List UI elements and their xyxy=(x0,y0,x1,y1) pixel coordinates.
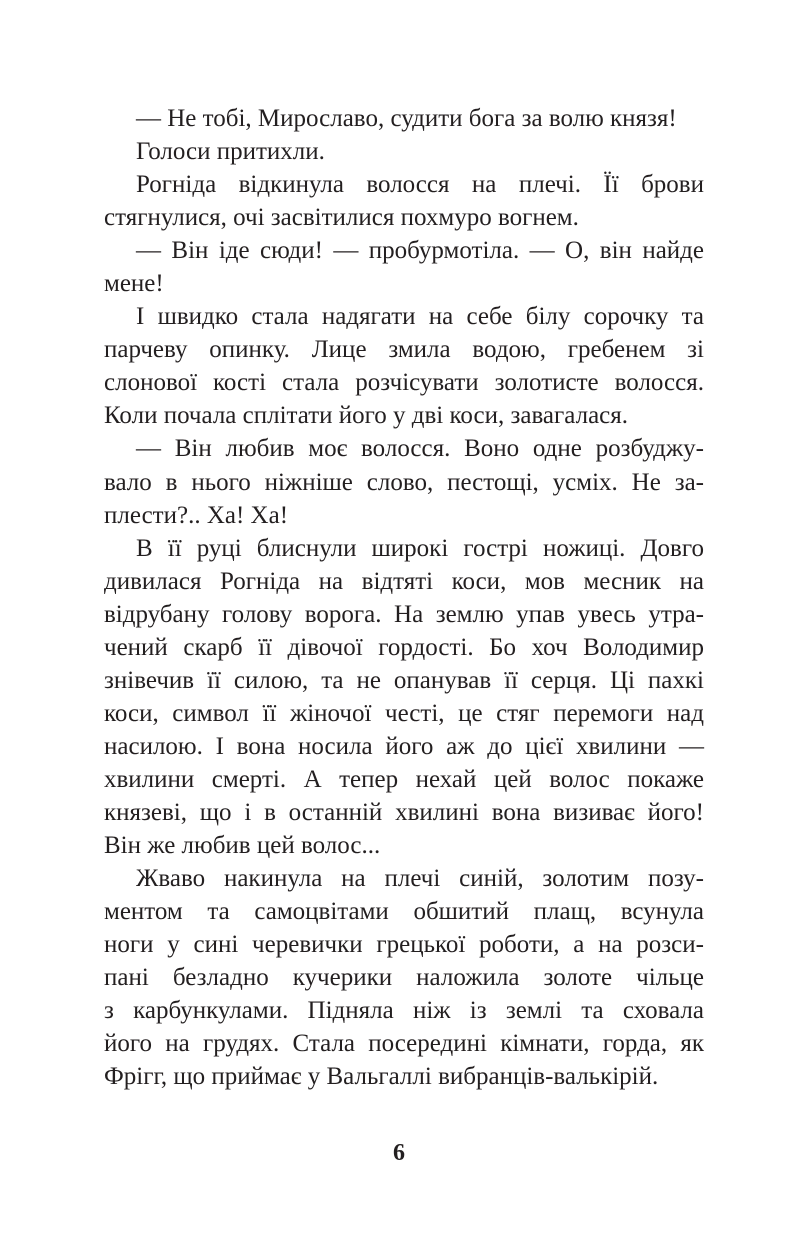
text-line: В її руці блиснули широкі гострі ножиці. Довго xyxy=(136,534,704,562)
text-line: з карбункулами. Підняла ніж із землі та сховала xyxy=(104,997,704,1025)
text-line: Він же любив цей волос... xyxy=(104,832,381,860)
text-line: ноги у сині черевички грецької роботи, а на розси- xyxy=(104,931,704,959)
text-line: вало в нього ніжніше слово, пестощі, усміх. Не за- xyxy=(104,468,704,496)
text-line: — Він любив моє волосся. Воно одне розбуджу- xyxy=(136,435,704,463)
text-line: чений скарб її дівочої гордості. Бо хоч Володимир xyxy=(104,633,704,661)
text-line: дивилася Рогніда на відтяті коси, мов месник на xyxy=(104,567,704,595)
text-line: знівечив її силою, та не опанував її серця. Ці пахкі xyxy=(104,666,704,694)
text-line: Жваво накинула на плечі синій, золотим позу- xyxy=(136,865,704,893)
text-line: слонової кості стала розчісувати золотисте волосся. xyxy=(104,369,704,397)
text-line: відрубану голову ворога. На землю упав увесь утра- xyxy=(104,600,704,628)
paragraph xyxy=(104,862,704,1093)
paragraph xyxy=(104,432,704,531)
text-line: — Не тобі, Мирославо, судити бога за волю князя! xyxy=(136,105,677,132)
text-line: князеві, що і в останній хвилині вона визиває його! xyxy=(104,798,704,826)
paragraph xyxy=(104,532,704,862)
text-line: його на грудях. Стала посередині кімнати, горда, як xyxy=(104,1030,704,1058)
body-text xyxy=(104,102,704,1093)
text-line: пані безладно кучерики наложила золоте чільце xyxy=(104,964,704,992)
text-line: плести?.. Ха! Ха! xyxy=(104,501,289,529)
text-line: мене! xyxy=(104,270,164,298)
text-line: хвилини смерті. А тепер нехай цей волос покаже xyxy=(104,765,704,793)
text-line: ментом та самоцвітами обшитий плащ, всунула xyxy=(104,898,704,926)
text-line: парчеву опинку. Лице змила водою, гребенем зі xyxy=(104,336,704,364)
text-line: Фрігг, що приймає у Вальгаллі вибранців-валькірій. xyxy=(104,1063,659,1091)
paragraph xyxy=(104,300,704,432)
page-number: 6 xyxy=(393,1140,405,1166)
paragraph xyxy=(104,135,704,168)
text-line: Коли почала сплітати його у дві коси, завагалася. xyxy=(104,402,629,430)
text-line: насилою. І вона носила його аж до цієї хвилини — xyxy=(104,732,704,760)
text-line: коси, символ її жіночої честі, це стяг перемоги над xyxy=(104,699,704,727)
text-line: Рогніда відкинула волосся на плечі. Її брови xyxy=(136,171,704,199)
text-line: Голоси притихли. xyxy=(136,138,325,166)
paragraph xyxy=(104,102,704,135)
text-line: — Він іде сюди! — пробурмотіла. — О, він найде xyxy=(136,237,704,265)
paragraph xyxy=(104,234,704,300)
paragraph xyxy=(104,168,704,234)
text-line: І швидко стала надягати на себе білу сорочку та xyxy=(136,303,704,331)
text-line: стягнулися, очі засвітилися похмуро вогнем. xyxy=(104,204,579,232)
